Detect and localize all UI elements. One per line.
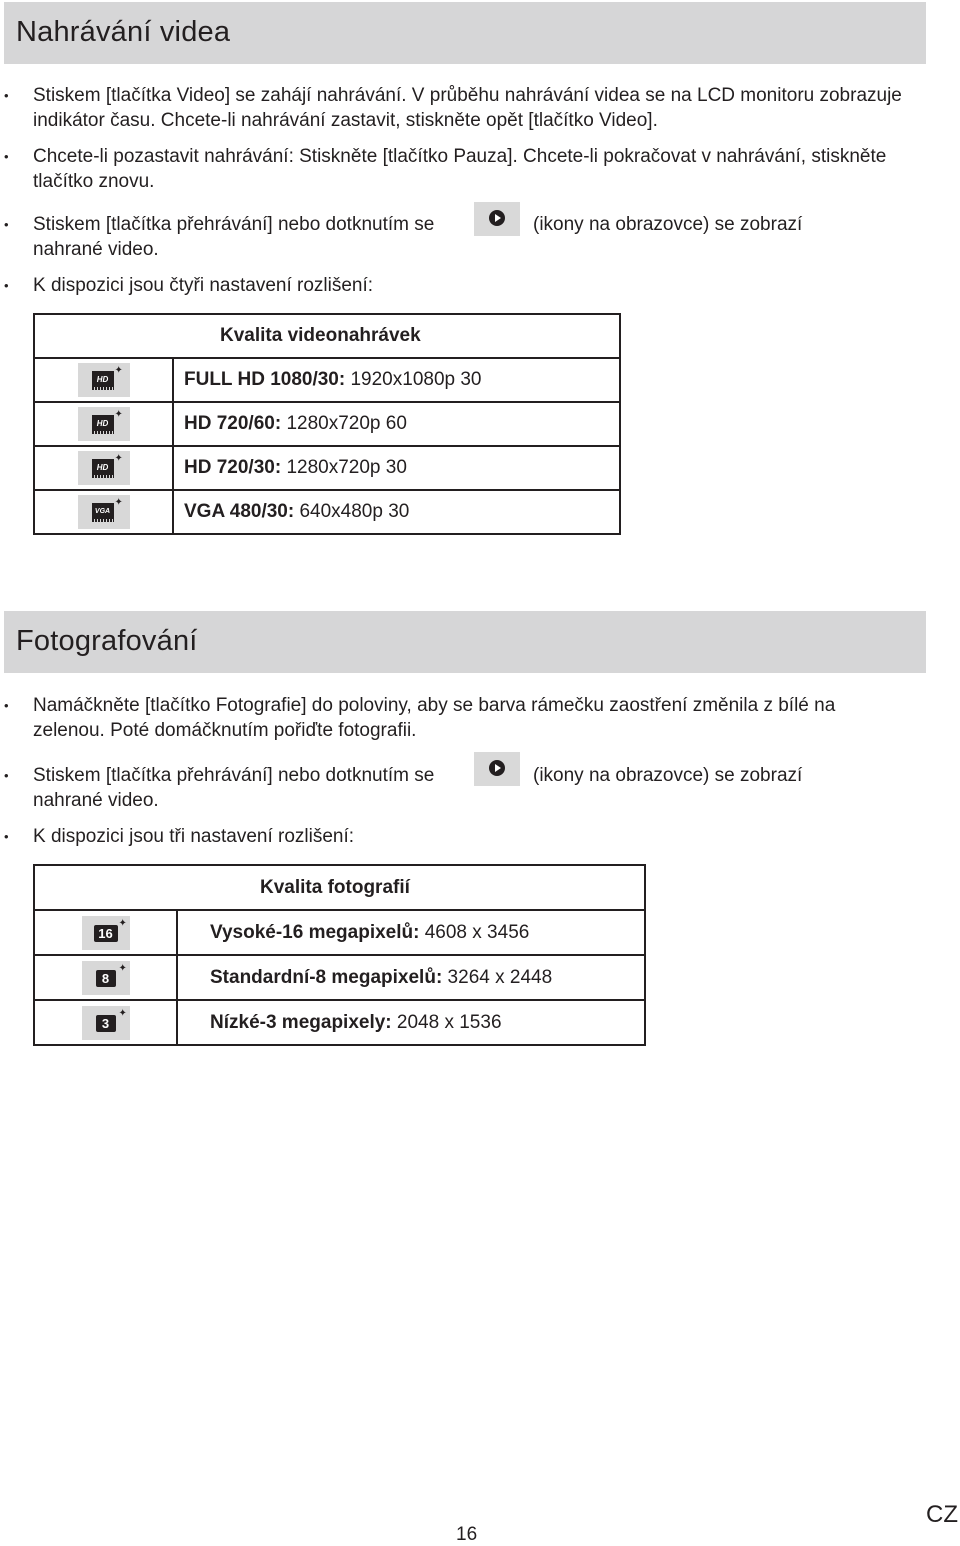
video-quality-table-header bbox=[34, 314, 620, 358]
bullet-dot: • bbox=[4, 768, 9, 783]
vga-icon: VGA ✦ bbox=[78, 495, 130, 529]
option-value: 2048 x 1536 bbox=[391, 1011, 502, 1033]
option-label: Vysoké-16 megapixelů: bbox=[210, 921, 420, 943]
option-label: HD 720/60: bbox=[184, 413, 282, 434]
video-quality-header-text: Kvalita videonahrávek bbox=[220, 325, 421, 346]
option-value: 3264 x 2448 bbox=[442, 966, 553, 988]
play-icon bbox=[488, 209, 506, 227]
full-hd-icon: HD ✦ bbox=[78, 363, 130, 397]
video-bullet-3-text-line2: nahrané video. bbox=[33, 238, 159, 260]
option-label: Standardní-8 megapixelů: bbox=[210, 966, 443, 988]
page-number: 16 bbox=[456, 1524, 478, 1545]
video-bullet-3-text-after: (ikony na obrazovce) se zobrazí bbox=[533, 214, 803, 235]
video-quality-table bbox=[33, 313, 621, 535]
vga-badge: VGA bbox=[92, 503, 114, 520]
photo-bullet-2-text-line2: nahrané video. bbox=[33, 789, 159, 811]
bullet-dot: • bbox=[4, 829, 9, 844]
option-value: 1280x720p 60 bbox=[281, 413, 407, 434]
table-row[interactable] bbox=[34, 446, 620, 490]
option-label: VGA 480/30: bbox=[184, 501, 295, 522]
bullet-dot: • bbox=[4, 278, 9, 293]
option-label: HD 720/30: bbox=[184, 457, 282, 478]
bullet-dot: • bbox=[4, 88, 9, 103]
photo-quality-header-text: Kvalita fotografií bbox=[260, 876, 410, 898]
play-icon bbox=[488, 759, 506, 777]
full-hd-badge: HD bbox=[92, 371, 114, 388]
bullet-dot: • bbox=[4, 698, 9, 713]
video-bullet-2-text: Chcete-li pozastavit nahrávání: Stiskněte [tlačítko Pauza]. Chcete-li pokračovat v nahrávání, stiskněte tlačítko znovu. bbox=[33, 146, 887, 192]
play-icon-box[interactable] bbox=[474, 752, 520, 786]
photo-bullet-2-text-after: (ikony na obrazovce) se zobrazí bbox=[533, 765, 803, 786]
video-section-title: Nahrávání videa bbox=[16, 16, 231, 48]
photo-quality-table-header bbox=[34, 865, 645, 910]
bullet-dot: • bbox=[4, 217, 9, 232]
option-label: FULL HD 1080/30: bbox=[184, 369, 346, 390]
video-bullet-4-text: K dispozici jsou čtyři nastavení rozlišení: bbox=[33, 275, 374, 296]
hd-60-icon: HD ✦ bbox=[78, 407, 130, 441]
3mp-badge: 3 bbox=[96, 1015, 116, 1032]
video-bullet-1-text: Stiskem [tlačítka Video] se zahájí nahrávání. V průběhu nahrávání videa se na LCD monitoru zobrazuje indikátor času. Chcete-li nahrávání zastavit, stiskněte opět [tlačítko Video]. bbox=[33, 85, 902, 131]
table-row[interactable] bbox=[34, 1000, 645, 1045]
option-value: 1920x1080p 30 bbox=[345, 369, 482, 390]
16mp-icon: 16 ✦ bbox=[82, 916, 130, 950]
bullet-dot: • bbox=[4, 149, 9, 164]
table-row[interactable] bbox=[34, 490, 620, 534]
photo-quality-table bbox=[33, 864, 646, 1046]
table-row[interactable] bbox=[34, 910, 645, 955]
play-icon-box[interactable] bbox=[474, 202, 520, 236]
photo-bullet-2-text-before: Stiskem [tlačítka přehrávání] nebo dotknutím se bbox=[33, 765, 435, 786]
hd-30-badge: HD bbox=[92, 459, 114, 476]
table-row[interactable] bbox=[34, 358, 620, 402]
8mp-icon: 8 ✦ bbox=[82, 961, 130, 995]
photo-bullet-3-text: K dispozici jsou tři nastavení rozlišení: bbox=[33, 826, 355, 847]
option-value: 640x480p 30 bbox=[294, 501, 410, 522]
language-tag: CZ bbox=[926, 1501, 958, 1528]
video-section-header bbox=[4, 2, 926, 64]
photo-bullet-1-text: Namáčkněte [tlačítko Fotografie] do poloviny, aby se barva rámečku zaostření změnila z bílé na zelenou. Poté domáčknutím pořiďte fotografii. bbox=[33, 695, 836, 741]
option-value: 4608 x 3456 bbox=[419, 921, 530, 943]
video-bullet-3-text-before: Stiskem [tlačítka přehrávání] nebo dotknutím se bbox=[33, 214, 435, 235]
photo-section-header bbox=[4, 611, 926, 673]
photo-section-title: Fotografování bbox=[16, 625, 198, 657]
hd-60-badge: HD bbox=[92, 415, 114, 432]
8mp-badge: 8 bbox=[96, 970, 116, 987]
3mp-icon: 3 ✦ bbox=[82, 1006, 130, 1040]
table-row[interactable] bbox=[34, 402, 620, 446]
hd-30-icon: HD ✦ bbox=[78, 451, 130, 485]
option-value: 1280x720p 30 bbox=[281, 457, 407, 478]
table-row[interactable] bbox=[34, 955, 645, 1000]
16mp-badge: 16 bbox=[94, 925, 118, 942]
option-label: Nízké-3 megapixely: bbox=[210, 1011, 392, 1033]
